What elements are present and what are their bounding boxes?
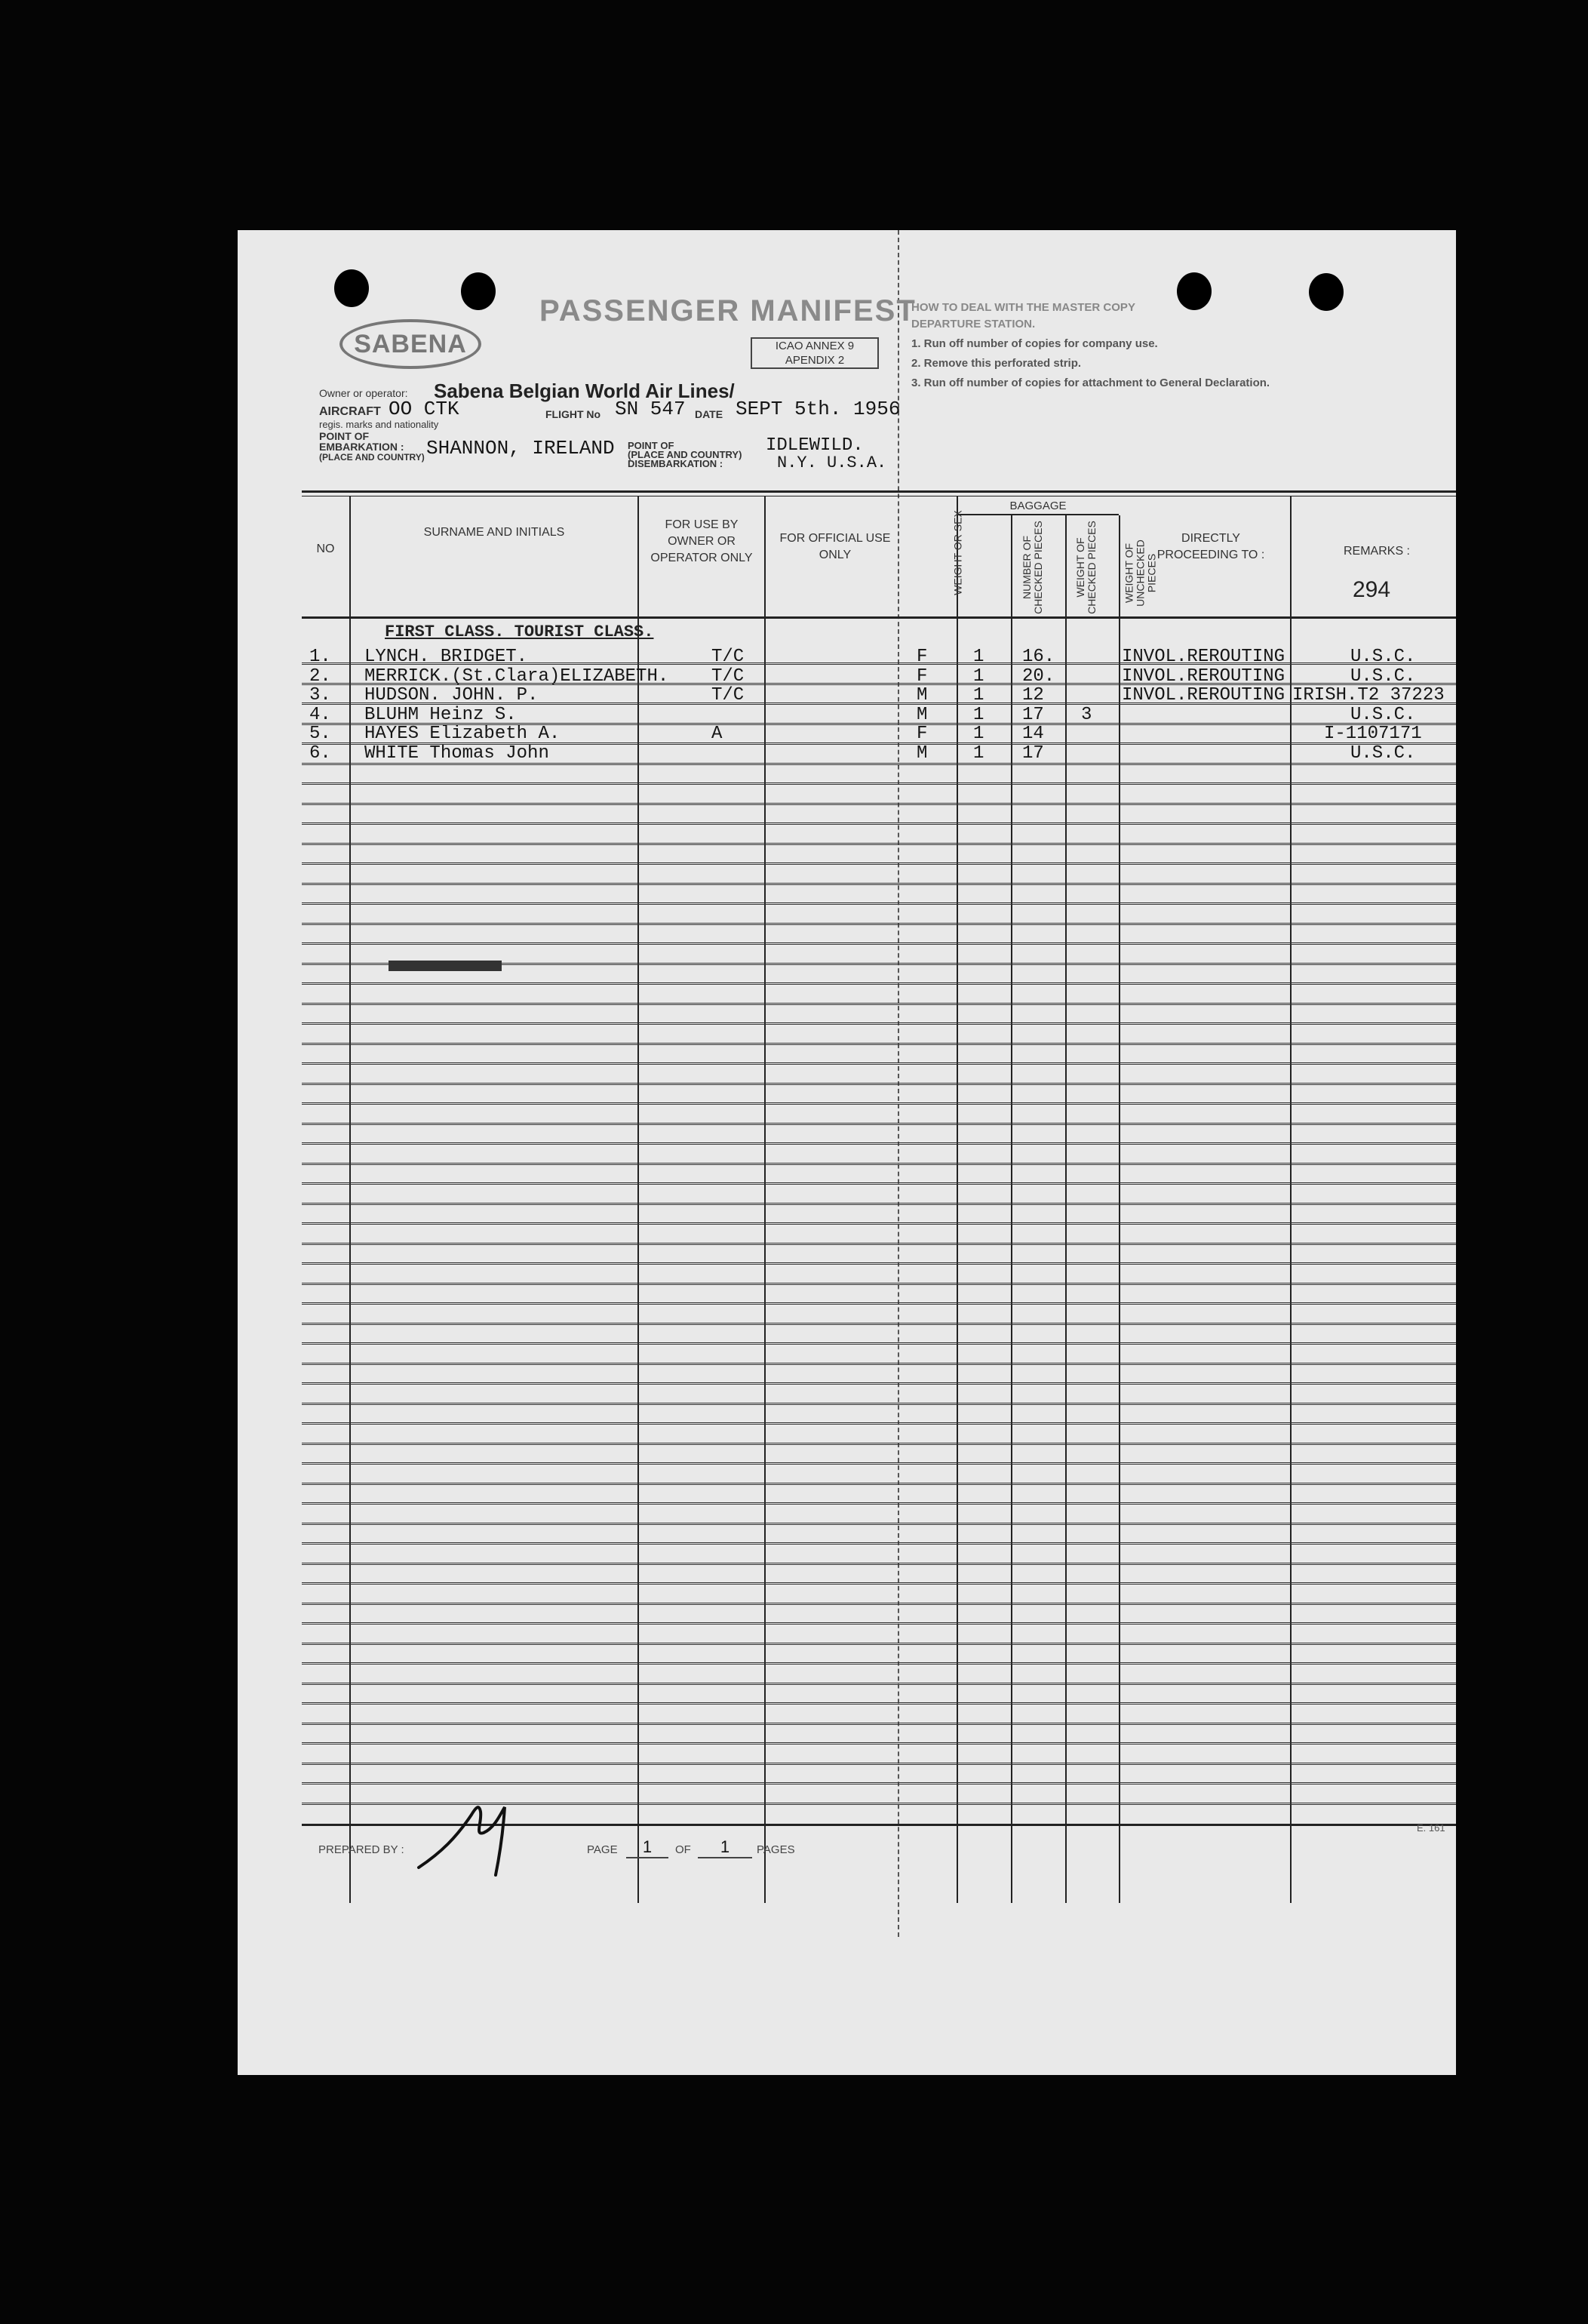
ruled-line: [302, 1043, 1456, 1045]
page-value: 1: [626, 1837, 668, 1858]
sabena-logo: SABENA: [339, 319, 481, 369]
of-value: 1: [698, 1837, 752, 1858]
passenger-remarks: I-1107171: [1324, 724, 1422, 744]
instructions-title: HOW TO DEAL WITH THE MASTER COPY: [911, 301, 1135, 314]
manifest-sheet: [238, 230, 1456, 2075]
col-num-checked: NUMBER OF CHECKED PIECES: [1021, 521, 1044, 614]
disembark-value-1: IDLEWILD.: [766, 435, 864, 456]
embark-label-1: POINT OF: [319, 430, 370, 442]
ruled-line: [302, 942, 1456, 945]
disembark-value-2: N.Y. U.S.A.: [777, 453, 887, 472]
ruled-line: [302, 1342, 1456, 1345]
ruled-line: [302, 1323, 1456, 1325]
instruction-2: 2. Remove this perforated strip.: [911, 357, 1082, 370]
regis-label: regis. marks and nationality: [319, 419, 439, 430]
ruled-line: [302, 1502, 1456, 1505]
passenger-no: 4.: [309, 704, 331, 725]
checked-weight: 17: [1022, 704, 1044, 725]
icao-reference: [751, 337, 879, 369]
owner-mark: T/C: [711, 666, 745, 687]
table-top-rule: [302, 490, 1456, 493]
punch-hole: [1309, 273, 1344, 311]
embark-value: SHANNON, IRELAND: [426, 437, 615, 460]
aircraft-label: AIRCRAFT: [319, 405, 381, 418]
ruled-line: [302, 902, 1456, 905]
date-label: DATE: [695, 408, 723, 420]
ruled-line: [302, 782, 1456, 785]
ruled-line: [302, 1403, 1456, 1405]
ruled-line: [302, 742, 1456, 745]
checked-weight: 14: [1022, 724, 1044, 744]
disembark-label-3: DISEMBARKATION :: [628, 458, 723, 469]
ruled-line: [302, 1262, 1456, 1265]
ruled-line: [302, 1563, 1456, 1565]
proceeding-to: INVOL.REROUTING: [1122, 666, 1285, 687]
ruled-line: [302, 683, 1456, 685]
ruled-line: [302, 1603, 1456, 1605]
passenger-sex: F: [917, 724, 928, 744]
passenger-sex: F: [917, 647, 928, 667]
passenger-no: 6.: [309, 742, 331, 764]
ruled-line: [302, 1243, 1456, 1245]
instruction-3: 3. Run off number of copies for attachment to General Declaration.: [911, 377, 1270, 389]
manifest-title: PASSENGER MANIFEST: [539, 294, 917, 327]
ruled-line: [302, 1742, 1456, 1745]
date-value: SEPT 5th. 1956: [736, 398, 901, 420]
ruled-line: [302, 1182, 1456, 1185]
instructions: [911, 298, 1270, 393]
ruled-line: [302, 1003, 1456, 1005]
ruled-line: [302, 1062, 1456, 1065]
checked-weight: 17: [1022, 742, 1044, 764]
class-heading: FIRST CLASS. TOURIST CLASS.: [385, 622, 654, 641]
ruled-line: [302, 1422, 1456, 1425]
flight-label: FLIGHT No: [545, 408, 601, 420]
signature: [411, 1784, 532, 1883]
icao-line2: APENDIX 2: [785, 354, 845, 367]
passenger-remarks: U.S.C.: [1350, 647, 1416, 667]
ruled-line: [302, 1363, 1456, 1365]
owner-mark: T/C: [711, 685, 745, 706]
col-weight-sex: WEIGHT OR SEX: [951, 510, 964, 595]
passenger-name: HAYES Elizabeth A.: [364, 724, 561, 744]
ruled-line: [302, 1083, 1456, 1085]
ruled-line: [302, 923, 1456, 925]
passenger-no: 1.: [309, 647, 331, 667]
aircraft-value: OO CTK: [389, 398, 459, 420]
flight-value: SN 547: [615, 398, 686, 420]
checked-pieces: 1: [973, 666, 984, 687]
ruled-line: [302, 1163, 1456, 1165]
col-surname: SURNAME AND INITIALS: [423, 526, 565, 539]
ruled-line: [302, 1683, 1456, 1685]
ruled-line: [302, 1102, 1456, 1105]
embark-label-2: EMBARKATION :: [319, 441, 404, 453]
page-label: PAGE: [587, 1843, 618, 1856]
ruled-line: [302, 702, 1456, 705]
passenger-remarks: U.S.C.: [1350, 704, 1416, 725]
passenger-name: HUDSON. JOHN. P.: [364, 685, 539, 706]
passenger-sex: M: [917, 742, 928, 764]
ruled-line: [302, 843, 1456, 845]
unchecked-weight: 3: [1081, 704, 1092, 725]
punch-hole: [334, 269, 369, 307]
proceeding-to: INVOL.REROUTING: [1122, 685, 1285, 706]
passenger-sex: M: [917, 685, 928, 706]
ruled-line: [302, 1542, 1456, 1545]
prepared-by-label: PREPARED BY :: [318, 1843, 404, 1856]
ruled-line: [302, 1382, 1456, 1385]
passenger-sex: M: [917, 704, 928, 725]
disembark-label-2: (PLACE AND COUNTRY): [628, 449, 742, 460]
owner-mark: A: [711, 724, 723, 744]
col-divider: [1290, 496, 1292, 1903]
ruled-line: [302, 1462, 1456, 1465]
col-divider: [349, 496, 351, 1903]
ruled-line: [302, 1622, 1456, 1625]
ruled-line: [302, 1702, 1456, 1705]
passenger-name: LYNCH. BRIDGET.: [364, 647, 528, 667]
col-weight-checked: WEIGHT OF CHECKED PIECES: [1074, 521, 1098, 614]
ruled-line: [302, 1763, 1456, 1765]
ruled-line: [302, 982, 1456, 985]
col-no: NO: [316, 543, 335, 555]
col-directly: DIRECTLY PROCEEDING TO :: [1156, 532, 1265, 561]
passenger-remarks: IRISH.T2 37223: [1292, 685, 1445, 706]
ruled-line: [302, 1302, 1456, 1305]
checked-pieces: 1: [973, 704, 984, 725]
checked-weight: 16.: [1022, 647, 1055, 667]
passenger-no: 2.: [309, 666, 331, 687]
ruled-line: [302, 723, 1456, 725]
ruled-line: [302, 803, 1456, 805]
owner-value: Sabena Belgian World Air Lines/: [434, 380, 735, 402]
ruled-line: [302, 1142, 1456, 1145]
ruled-line: [302, 1483, 1456, 1485]
of-label: OF: [675, 1843, 691, 1856]
checked-pieces: 1: [973, 742, 984, 764]
remarks-number: 294: [1353, 577, 1391, 602]
checked-weight: 20.: [1022, 666, 1055, 687]
passenger-name: WHITE Thomas John: [364, 742, 549, 764]
checked-pieces: 1: [973, 724, 984, 744]
ruled-line: [302, 1123, 1456, 1125]
ruled-line: [302, 1662, 1456, 1665]
ruled-line: [302, 822, 1456, 825]
col-divider: [764, 496, 766, 1903]
ruled-line: [302, 1222, 1456, 1225]
passenger-no: 5.: [309, 724, 331, 744]
pages-label: PAGES: [757, 1843, 795, 1856]
redaction-bar: [389, 961, 502, 971]
punch-hole: [461, 272, 496, 310]
col-divider: [957, 496, 958, 1903]
embark-label: [319, 431, 425, 463]
instructions-sub: DEPARTURE STATION.: [911, 318, 1036, 330]
form-code: E. 161: [1417, 1822, 1445, 1834]
disembark-label: [628, 441, 742, 469]
disembark-label-1: POINT OF: [628, 440, 674, 451]
ruled-line: [302, 662, 1456, 665]
ruled-line: [302, 1523, 1456, 1525]
ruled-line: [302, 1283, 1456, 1285]
ruled-line: [302, 1203, 1456, 1205]
col-weight-unchecked: WEIGHT OF UNCHECKED PIECES: [1123, 540, 1158, 607]
passenger-remarks: U.S.C.: [1350, 666, 1416, 687]
col-official-use: FOR OFFICIAL USE ONLY: [779, 532, 891, 561]
passenger-sex: F: [917, 666, 928, 687]
ruled-line: [302, 763, 1456, 765]
table-header-rule: [302, 616, 1456, 619]
owner-mark: T/C: [711, 647, 745, 667]
col-divider: [637, 496, 639, 1903]
ruled-line: [302, 1643, 1456, 1645]
checked-weight: 12: [1022, 685, 1044, 706]
checked-pieces: 1: [973, 685, 984, 706]
col-owner-use: FOR USE BY OWNER OR OPERATOR ONLY: [650, 518, 753, 564]
instruction-1: 1. Run off number of copies for company use.: [911, 337, 1158, 350]
ruled-line: [302, 1022, 1456, 1025]
proceeding-to: INVOL.REROUTING: [1122, 647, 1285, 667]
col-remarks: REMARKS :: [1343, 545, 1410, 558]
ruled-line: [302, 1443, 1456, 1445]
embark-label-3: (PLACE AND COUNTRY): [319, 452, 425, 463]
ruled-line: [302, 1582, 1456, 1585]
ruled-line: [302, 1723, 1456, 1725]
ruled-line: [302, 862, 1456, 865]
passenger-name: MERRICK.(St.Clara)ELIZABETH.: [364, 666, 669, 687]
col-baggage: BAGGAGE: [1009, 500, 1067, 512]
ruled-line: [302, 883, 1456, 885]
passenger-remarks: U.S.C.: [1350, 742, 1416, 764]
passenger-name: BLUHM Heinz S.: [364, 704, 517, 725]
icao-line1: ICAO ANNEX 9: [775, 340, 855, 352]
checked-pieces: 1: [973, 647, 984, 667]
passenger-no: 3.: [309, 685, 331, 706]
owner-label: Owner or operator:: [319, 387, 408, 399]
